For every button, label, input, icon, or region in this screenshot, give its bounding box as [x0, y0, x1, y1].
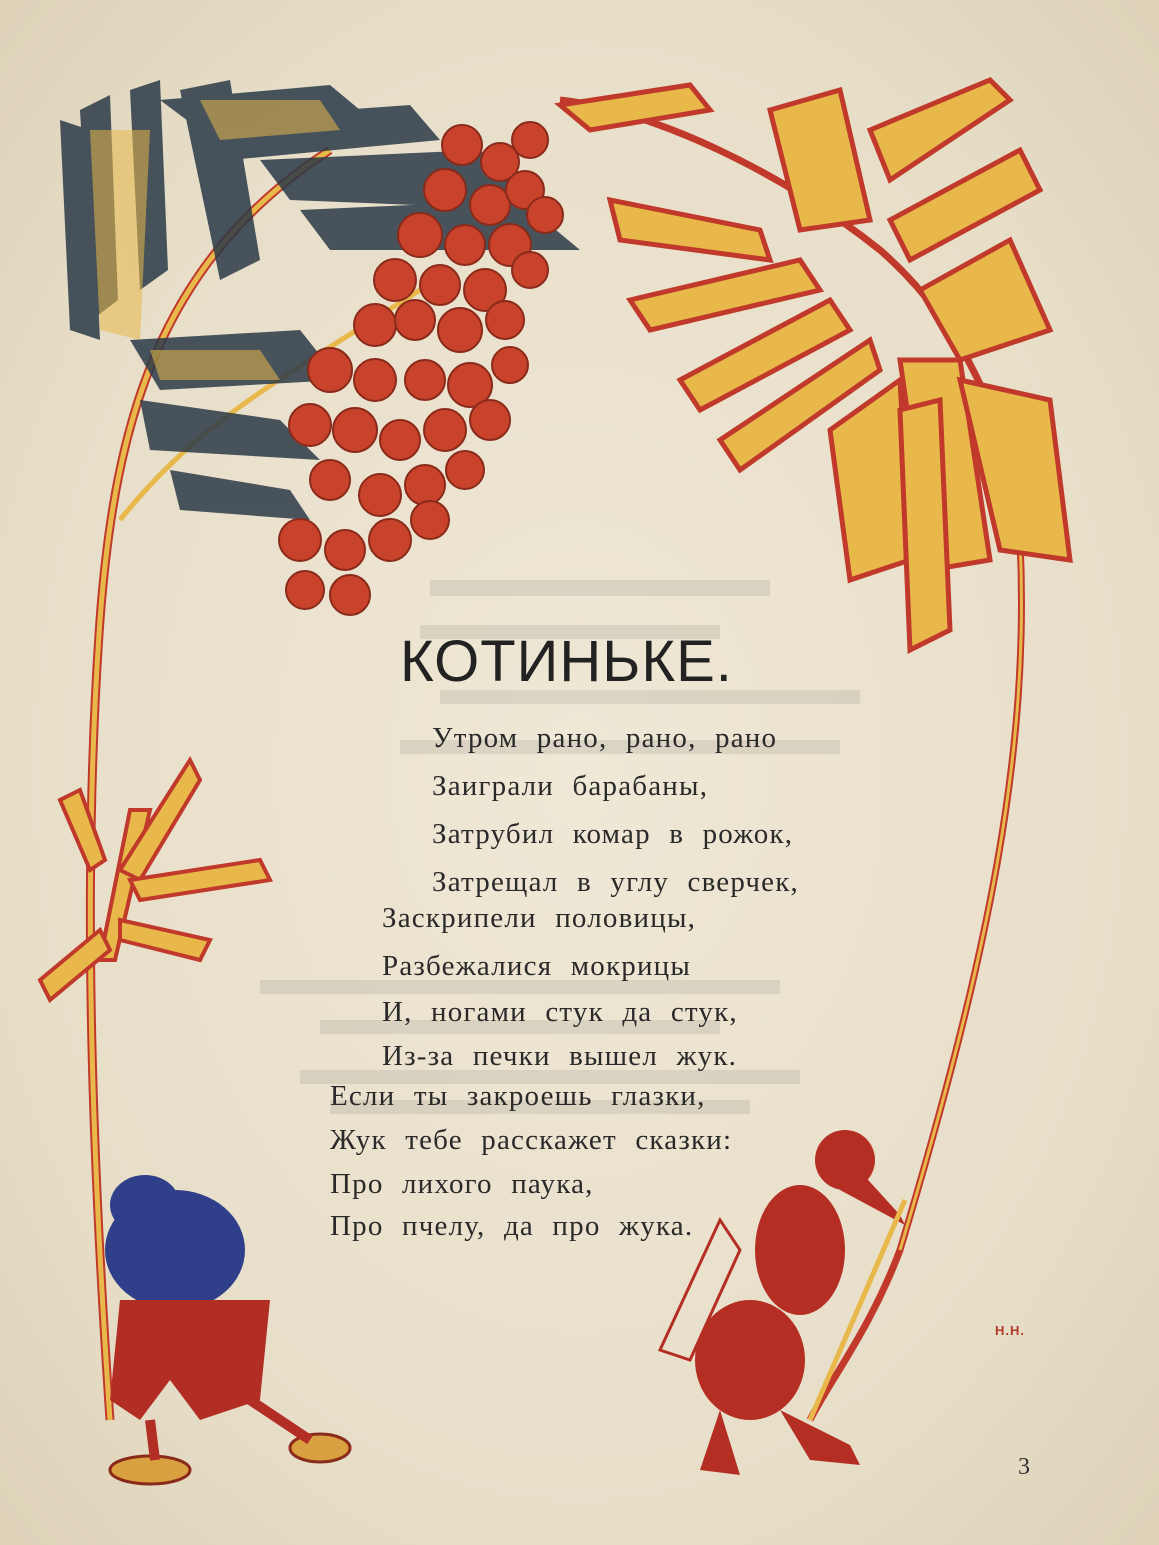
poem-line: Из-за печки вышел жук.: [382, 1040, 738, 1072]
poem-line: Разбежалися мокрицы: [382, 950, 692, 982]
poem-line: Заиграли барабаны,: [432, 770, 709, 802]
left-small-branch: [40, 760, 270, 1000]
poem-line: Затрещал в углу сверчек,: [432, 866, 799, 898]
poem-line: Про пчелу, да про жука.: [330, 1210, 694, 1242]
page-number: 3: [1018, 1454, 1030, 1480]
right-bug-figure: [660, 1130, 905, 1475]
artist-signature: Н.Н.: [995, 1323, 1025, 1338]
poem-line: И, ногами стук да стук,: [382, 996, 738, 1028]
right-leaves: [560, 80, 1070, 650]
poem-line: Затрубил комар в рожок,: [432, 818, 794, 850]
poem-line: Про лихого паука,: [330, 1168, 594, 1200]
poem-line: Заскрипели половицы,: [382, 902, 697, 934]
poem-line: Если ты закроешь глазки,: [330, 1080, 706, 1112]
poem-line: Жук тебе расскажет сказки:: [330, 1124, 733, 1156]
poem-title: КОТИНЬКЕ.: [400, 629, 733, 694]
poem-line: Утром рано, рано, рано: [432, 722, 778, 754]
left-bug-figure: [105, 1175, 350, 1484]
